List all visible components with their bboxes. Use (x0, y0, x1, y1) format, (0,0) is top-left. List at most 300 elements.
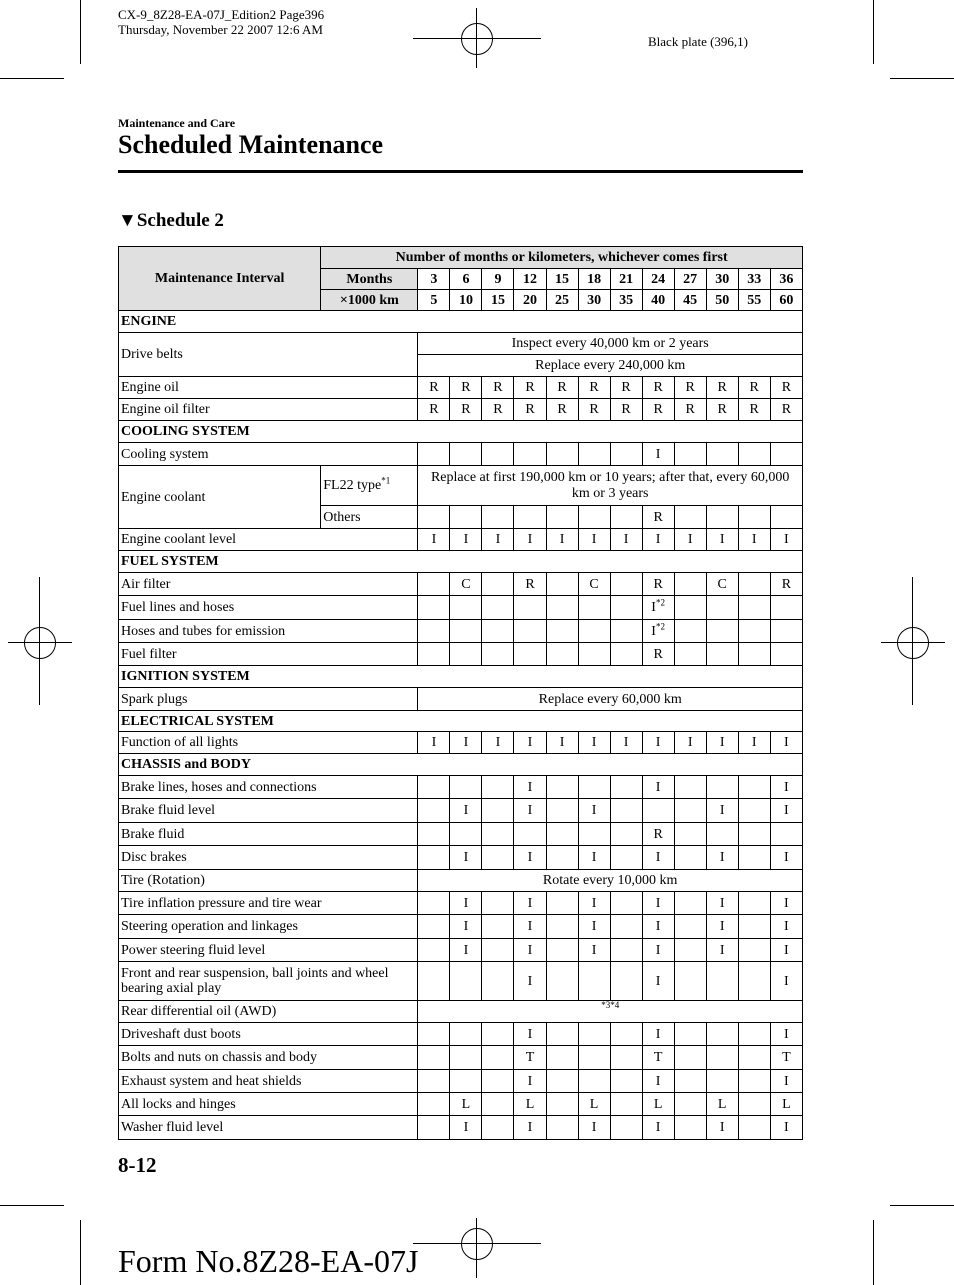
interval-cell (674, 1070, 706, 1093)
crop-mark (80, 0, 81, 64)
interval-cell (546, 892, 578, 915)
section-heading: IGNITION SYSTEM (119, 666, 803, 688)
interval-cell: I (642, 1023, 674, 1046)
interval-cell: I (738, 732, 770, 754)
interval-cell (674, 596, 706, 620)
interval-cell: R (450, 399, 482, 421)
interval-cell: I (642, 732, 674, 754)
crop-mark (80, 1220, 81, 1285)
interval-cell (706, 620, 738, 643)
interval-cell (770, 643, 802, 666)
table-row (119, 892, 803, 915)
interval-cell: R (482, 377, 514, 399)
interval-cell: I (514, 846, 546, 870)
section-row (119, 311, 803, 333)
interval-cell (738, 892, 770, 915)
interval-cell (418, 443, 450, 466)
interval-cell (738, 915, 770, 939)
interval-cell: T (770, 1046, 802, 1070)
section-heading: ELECTRICAL SYSTEM (119, 711, 803, 732)
item-label: Rear differential oil (AWD) (119, 1001, 418, 1023)
interval-cell (450, 1023, 482, 1046)
item-label: Front and rear suspension, ball joints and wheel bearing axial play (119, 962, 418, 1001)
interval-cell (706, 1046, 738, 1070)
interval-cell: I (482, 732, 514, 754)
interval-cell (738, 799, 770, 823)
table-row (119, 1001, 803, 1023)
interval-cell: I (642, 939, 674, 962)
interval-cell (706, 962, 738, 1001)
plate-label: Black plate (396,1) (648, 34, 748, 49)
interval-cell: R (674, 377, 706, 399)
crop-mark (0, 78, 64, 79)
item-label: Brake lines, hoses and connections (119, 776, 418, 799)
interval-cell (578, 443, 610, 466)
interval-cell: L (514, 1093, 546, 1116)
interval-cell: I (770, 962, 802, 1001)
table-row (119, 573, 803, 596)
interval-cell: I (642, 443, 674, 466)
interval-cell: R (578, 399, 610, 421)
interval-span: Replace every 240,000 km (418, 355, 803, 377)
interval-cell: I (738, 529, 770, 551)
section-row (119, 754, 803, 776)
table-row (119, 939, 803, 962)
interval-cell: I (770, 1023, 802, 1046)
interval-cell (450, 1046, 482, 1070)
interval-cell: I (482, 529, 514, 551)
interval-cell: R (642, 377, 674, 399)
interval-cell: R (546, 377, 578, 399)
interval-cell (546, 846, 578, 870)
interval-cell: C (578, 573, 610, 596)
item-label: Washer fluid level (119, 1116, 418, 1140)
item-label: Driveshaft dust boots (119, 1023, 418, 1046)
section-row (119, 421, 803, 443)
interval-cell: I (450, 915, 482, 939)
interval-cell (418, 915, 450, 939)
interval-cell: I (706, 732, 738, 754)
interval-cell: I (706, 939, 738, 962)
interval-span: Replace every 60,000 km (418, 688, 803, 711)
interval-cell: I (514, 892, 546, 915)
interval-cell (418, 1046, 450, 1070)
interval-cell: R (642, 643, 674, 666)
interval-cell (674, 823, 706, 846)
table-row (119, 732, 803, 754)
interval-cell (514, 620, 546, 643)
interval-cell: I (770, 846, 802, 870)
interval-cell: R (578, 377, 610, 399)
crop-mark (890, 1205, 954, 1206)
interval-cell: I (770, 799, 802, 823)
km-value: 55 (738, 290, 770, 311)
print-job-name: CX-9_8Z28-EA-07J_Edition2 Page396 (118, 7, 325, 22)
interval-cell: I (514, 962, 546, 1001)
interval-cell (418, 506, 450, 529)
interval-cell (674, 962, 706, 1001)
interval-cell: I (514, 732, 546, 754)
table-row (119, 1116, 803, 1140)
crop-mark (0, 1205, 64, 1206)
interval-cell: I (514, 915, 546, 939)
month-value: 21 (610, 269, 642, 290)
interval-cell: I (706, 529, 738, 551)
interval-cell: I (770, 776, 802, 799)
month-value: 9 (482, 269, 514, 290)
interval-cell (610, 1023, 642, 1046)
triangle-down-icon: ▼ (118, 210, 137, 231)
interval-cell (546, 506, 578, 529)
section-row (119, 711, 803, 732)
interval-cell (674, 1046, 706, 1070)
interval-cell (450, 776, 482, 799)
interval-cell: R (418, 377, 450, 399)
km-value: 25 (546, 290, 578, 311)
interval-cell: R (738, 377, 770, 399)
interval-cell (450, 1070, 482, 1093)
km-value: 60 (770, 290, 802, 311)
item-label: Disc brakes (119, 846, 418, 870)
month-value: 6 (450, 269, 482, 290)
footnote-marker: *1 (381, 475, 391, 486)
interval-cell (546, 1023, 578, 1046)
interval-cell (482, 939, 514, 962)
interval-cell (546, 823, 578, 846)
interval-cell (578, 823, 610, 846)
interval-header: Maintenance Interval (119, 247, 321, 311)
interval-cell (706, 506, 738, 529)
interval-cell: I (578, 529, 610, 551)
interval-cell (610, 506, 642, 529)
interval-cell: I (418, 732, 450, 754)
interval-cell (418, 1023, 450, 1046)
interval-cell: I (450, 732, 482, 754)
interval-cell: I (706, 799, 738, 823)
interval-cell (770, 506, 802, 529)
km-value: 50 (706, 290, 738, 311)
month-value: 36 (770, 269, 802, 290)
interval-cell: I (514, 1023, 546, 1046)
interval-cell (610, 620, 642, 643)
interval-cell: I (578, 915, 610, 939)
interval-cell (738, 776, 770, 799)
interval-cell: I (642, 1070, 674, 1093)
interval-span (418, 1001, 803, 1023)
interval-cell (546, 643, 578, 666)
interval-span: Rotate every 10,000 km (418, 870, 803, 892)
table-row (119, 596, 803, 620)
interval-cell: R (706, 399, 738, 421)
item-label: Engine oil (119, 377, 418, 399)
interval-cell (706, 1070, 738, 1093)
item-label: Fuel lines and hoses (119, 596, 418, 620)
interval-cell (674, 643, 706, 666)
interval-cell (546, 1046, 578, 1070)
interval-cell: L (578, 1093, 610, 1116)
interval-cell: I (514, 1070, 546, 1093)
interval-cell: T (642, 1046, 674, 1070)
interval-cell (738, 1093, 770, 1116)
km-value: 35 (610, 290, 642, 311)
km-value: 15 (482, 290, 514, 311)
interval-cell: I (642, 529, 674, 551)
interval-cell (738, 846, 770, 870)
interval-cell (706, 823, 738, 846)
interval-cell (674, 573, 706, 596)
interval-cell (674, 1023, 706, 1046)
interval-span: Replace at first 190,000 km or 10 years; after that, every 60,000 km or 3 years (418, 466, 803, 506)
interval-cell (482, 776, 514, 799)
interval-cell (546, 915, 578, 939)
interval-cell (610, 823, 642, 846)
km-value: 40 (642, 290, 674, 311)
interval-cell (418, 573, 450, 596)
interval-cell (482, 892, 514, 915)
interval-cell (610, 596, 642, 620)
item-label: Bolts and nuts on chassis and body (119, 1046, 418, 1070)
interval-cell (482, 1046, 514, 1070)
interval-cell: T (514, 1046, 546, 1070)
interval-cell (482, 1093, 514, 1116)
interval-cell (482, 1023, 514, 1046)
interval-cell (482, 596, 514, 620)
interval-cell: R (706, 377, 738, 399)
interval-cell: I (578, 892, 610, 915)
interval-cell (610, 962, 642, 1001)
interval-cell: I (770, 732, 802, 754)
item-label: Engine coolant level (119, 529, 418, 551)
interval-cell (578, 596, 610, 620)
interval-cell (450, 443, 482, 466)
interval-cell (738, 1070, 770, 1093)
interval-cell (418, 846, 450, 870)
interval-cell (546, 1070, 578, 1093)
interval-cell: R (642, 823, 674, 846)
interval-cell (578, 506, 610, 529)
interval-cell (482, 443, 514, 466)
interval-cell (482, 846, 514, 870)
interval-cell: R (514, 399, 546, 421)
interval-cell (546, 1116, 578, 1140)
month-value: 24 (642, 269, 674, 290)
section-label: Maintenance and Care (118, 116, 236, 130)
section-heading: ENGINE (119, 311, 803, 333)
month-value: 30 (706, 269, 738, 290)
interval-cell (706, 1023, 738, 1046)
interval-cell (546, 596, 578, 620)
header-span: Number of months or kilometers, whichever comes first (321, 247, 803, 269)
table-row (119, 1046, 803, 1070)
interval-cell: I (770, 1070, 802, 1093)
interval-cell (450, 596, 482, 620)
interval-cell (610, 1116, 642, 1140)
footnote-marker: *2 (655, 620, 665, 631)
interval-cell (482, 573, 514, 596)
interval-cell: I (546, 732, 578, 754)
interval-cell (706, 596, 738, 620)
interval-cell (738, 823, 770, 846)
interval-cell: R (770, 573, 802, 596)
month-value: 12 (514, 269, 546, 290)
interval-cell (642, 799, 674, 823)
table-row (119, 1093, 803, 1116)
interval-cell (738, 1046, 770, 1070)
table-row (119, 643, 803, 666)
km-label: ×1000 km (321, 290, 418, 311)
interval-cell: I (770, 529, 802, 551)
interval-cell (482, 1070, 514, 1093)
item-label: Power steering fluid level (119, 939, 418, 962)
item-label: Hoses and tubes for emission (119, 620, 418, 643)
interval-cell: $I^{*2}$ (642, 596, 674, 620)
interval-cell: I (610, 732, 642, 754)
table-row (119, 466, 803, 506)
table-row (119, 399, 803, 421)
sub-label-text: FL22 type (323, 478, 382, 493)
interval-cell (482, 962, 514, 1001)
interval-cell (546, 939, 578, 962)
km-value: 45 (674, 290, 706, 311)
interval-cell (546, 799, 578, 823)
km-value: 5 (418, 290, 450, 311)
month-value: 27 (674, 269, 706, 290)
item-label: Function of all lights (119, 732, 418, 754)
interval-cell (482, 823, 514, 846)
table-row (119, 1070, 803, 1093)
interval-cell (514, 596, 546, 620)
interval-cell: I (450, 799, 482, 823)
interval-cell: I (642, 1116, 674, 1140)
table-row (119, 333, 803, 355)
interval-cell (610, 799, 642, 823)
interval-cell: I (674, 732, 706, 754)
interval-cell: I (578, 799, 610, 823)
page-title: Scheduled Maintenance (118, 130, 384, 159)
item-label: Brake fluid (119, 823, 418, 846)
interval-cell (674, 776, 706, 799)
interval-cell: R (770, 377, 802, 399)
interval-cell: I (450, 939, 482, 962)
interval-cell (674, 443, 706, 466)
interval-cell (610, 776, 642, 799)
interval-cell (738, 573, 770, 596)
interval-cell: I (450, 529, 482, 551)
km-value: 10 (450, 290, 482, 311)
table-row (119, 620, 803, 643)
interval-cell: R (642, 399, 674, 421)
schedule-title: ▼Schedule 2 (118, 210, 224, 231)
item-label: Steering operation and linkages (119, 915, 418, 939)
interval-cell (450, 506, 482, 529)
interval-cell (610, 846, 642, 870)
interval-cell: I (578, 939, 610, 962)
table-row (119, 377, 803, 399)
section-heading: FUEL SYSTEM (119, 551, 803, 573)
interval-cell: I (706, 892, 738, 915)
crop-mark (873, 0, 874, 64)
item-label: Engine oil filter (119, 399, 418, 421)
interval-cell: I (450, 1116, 482, 1140)
interval-cell: I (770, 892, 802, 915)
interval-cell (706, 643, 738, 666)
interval-cell (610, 915, 642, 939)
interval-cell (514, 643, 546, 666)
interval-cell: L (450, 1093, 482, 1116)
interval-cell: R (738, 399, 770, 421)
interval-cell: I (578, 732, 610, 754)
interval-cell (610, 443, 642, 466)
interval-cell (514, 443, 546, 466)
interval-cell (578, 776, 610, 799)
interval-cell (738, 1023, 770, 1046)
interval-cell (418, 596, 450, 620)
interval-cell: I (514, 1116, 546, 1140)
sub-label (321, 466, 418, 506)
interval-cell (738, 620, 770, 643)
crop-mark (873, 1220, 874, 1285)
interval-cell (418, 1093, 450, 1116)
interval-cell (674, 506, 706, 529)
interval-cell (482, 620, 514, 643)
interval-cell (738, 443, 770, 466)
interval-cell (418, 1070, 450, 1093)
interval-cell: R (482, 399, 514, 421)
interval-cell: R (610, 377, 642, 399)
item-label: Exhaust system and heat shields (119, 1070, 418, 1093)
interval-cell (546, 1093, 578, 1116)
interval-cell (770, 443, 802, 466)
section-heading: COOLING SYSTEM (119, 421, 803, 443)
item-label: Drive belts (119, 333, 418, 377)
interval-cell (578, 962, 610, 1001)
interval-cell (418, 962, 450, 1001)
interval-cell (482, 643, 514, 666)
interval-cell (418, 823, 450, 846)
interval-cell: I (546, 529, 578, 551)
section-heading: CHASSIS and BODY (119, 754, 803, 776)
interval-cell: I (514, 529, 546, 551)
interval-cell (546, 573, 578, 596)
item-label: Fuel filter (119, 643, 418, 666)
item-label: Tire (Rotation) (119, 870, 418, 892)
interval-cell (482, 915, 514, 939)
interval-cell (706, 443, 738, 466)
interval-cell: R (450, 377, 482, 399)
table-row (119, 688, 803, 711)
interval-cell (450, 620, 482, 643)
interval-cell: R (610, 399, 642, 421)
interval-cell (674, 1116, 706, 1140)
interval-cell: R (642, 573, 674, 596)
interval-cell (770, 823, 802, 846)
interval-cell (738, 1116, 770, 1140)
interval-cell: I (642, 915, 674, 939)
months-label: Months (321, 269, 418, 290)
interval-cell (738, 506, 770, 529)
interval-cell (450, 643, 482, 666)
interval-cell (418, 620, 450, 643)
interval-cell (738, 643, 770, 666)
interval-cell: R (418, 399, 450, 421)
interval-cell: I (514, 799, 546, 823)
interval-cell (418, 776, 450, 799)
interval-cell: I (706, 846, 738, 870)
interval-cell (610, 1070, 642, 1093)
interval-cell (482, 799, 514, 823)
interval-cell (674, 939, 706, 962)
section-row (119, 666, 803, 688)
